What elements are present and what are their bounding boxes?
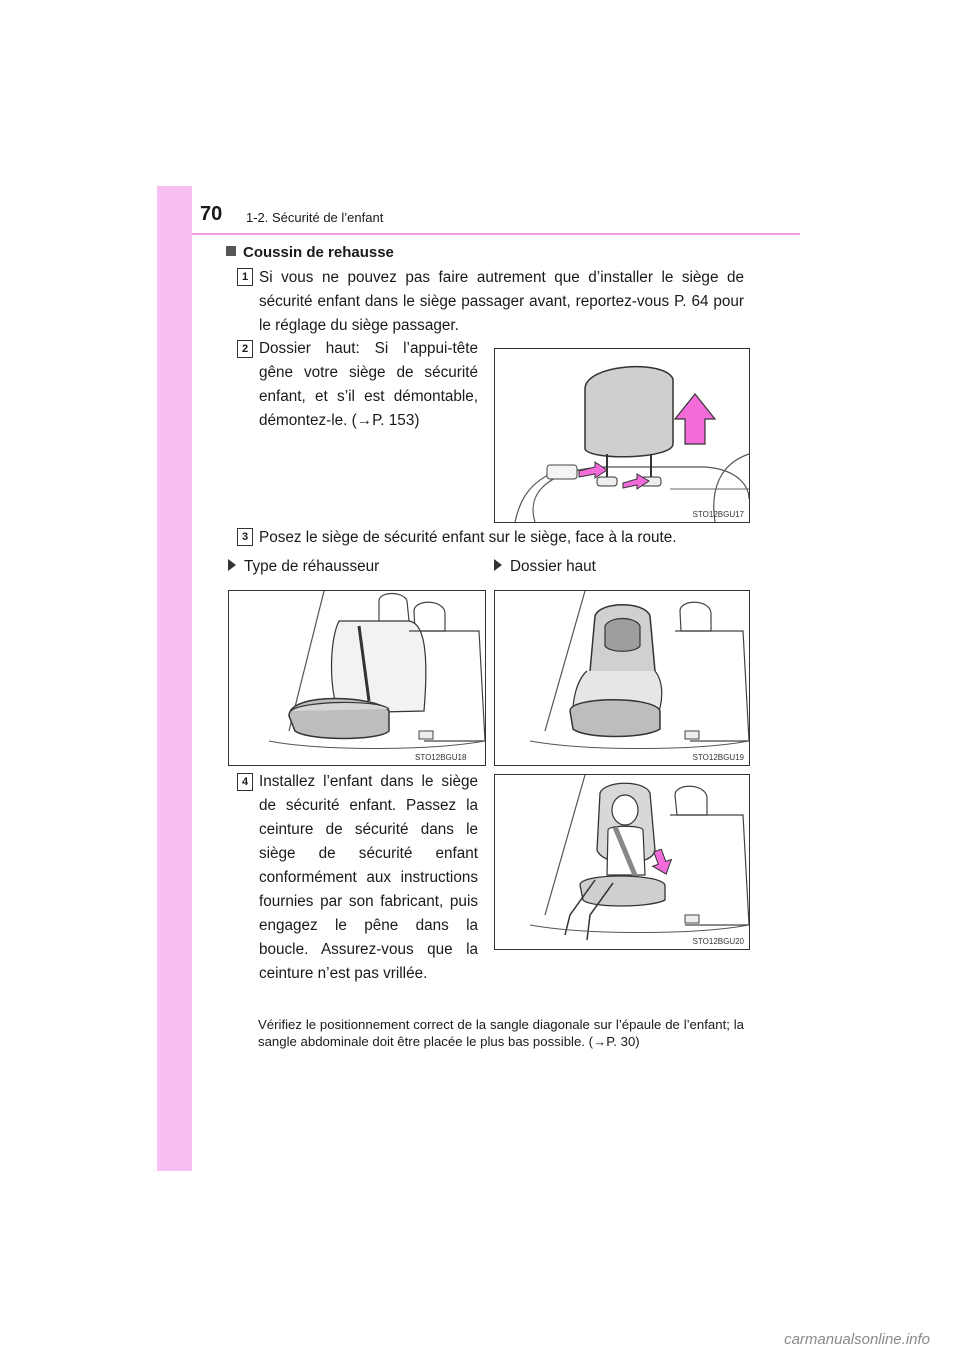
watermark: carmanualsonline.info — [784, 1331, 930, 1348]
figure-booster-cushion — [228, 590, 486, 766]
note-text: Vérifiez le positionnement correct de la sangle diagonale sur l’épaule de l’enfant; la sangle abdominale doit être placée le plus bas possible. (→P. 30) — [258, 1017, 744, 1049]
page-number: 70 — [200, 203, 223, 225]
section-heading-text: Coussin de rehausse — [243, 244, 394, 261]
step-4-text: Installez l’enfant dans le siège de sécurité enfant. Passez la ceinture de sécurité dans le siège de sécurité enfant conformément aux instructions fournies par son fabricant, puis engagez le pêne dans la boucle. Assurez-vous que la ceinture n’est pas vrillée. — [259, 773, 478, 982]
figure-high-back-booster — [494, 590, 750, 766]
section-title: 1-2. Sécurité de l’enfant — [246, 210, 384, 225]
header-rule — [192, 233, 800, 235]
option-booster-label — [228, 558, 379, 576]
option-highback-label — [494, 558, 596, 576]
option-highback-text: Dossier haut — [510, 558, 596, 575]
figure-code: STO12BGU20 — [692, 937, 744, 946]
high-back-booster-illustration — [495, 591, 749, 765]
figure-code: STO12BGU17 — [692, 510, 744, 519]
square-bullet-icon — [226, 246, 236, 256]
triangle-bullet-icon — [494, 559, 502, 571]
figure-headrest-removal — [494, 348, 750, 523]
triangle-bullet-icon — [228, 559, 236, 571]
child-seated-illustration — [495, 775, 749, 949]
step-number-1: 1 — [237, 268, 253, 286]
option-booster-text: Type de réhausseur — [244, 558, 380, 575]
step-2-text: Dossier haut: Si l’appui-tête gêne votre siège de sécurité enfant, et s’il est démontable, démontez-le. (→P. 153) — [259, 340, 478, 429]
figure-code: STO12BGU18 — [415, 753, 467, 762]
step-number-2: 2 — [237, 340, 253, 358]
side-tab — [157, 186, 192, 1171]
step-3-text: Posez le siège de sécurité enfant sur le siège, face à la route. — [259, 529, 677, 546]
section-heading — [226, 244, 394, 261]
figure-code: STO12BGU19 — [692, 753, 744, 762]
step-1-text: Si vous ne pouvez pas faire autrement que d’installer le siège de sécurité enfant dans le siège passager avant, reportez-vous P. 64 pour le réglage du siège passager. — [259, 269, 744, 334]
step-number-3: 3 — [237, 528, 253, 546]
booster-cushion-illustration — [229, 591, 485, 765]
figure-child-seated — [494, 774, 750, 950]
headrest-illustration — [495, 349, 749, 522]
step-number-4: 4 — [237, 773, 253, 791]
